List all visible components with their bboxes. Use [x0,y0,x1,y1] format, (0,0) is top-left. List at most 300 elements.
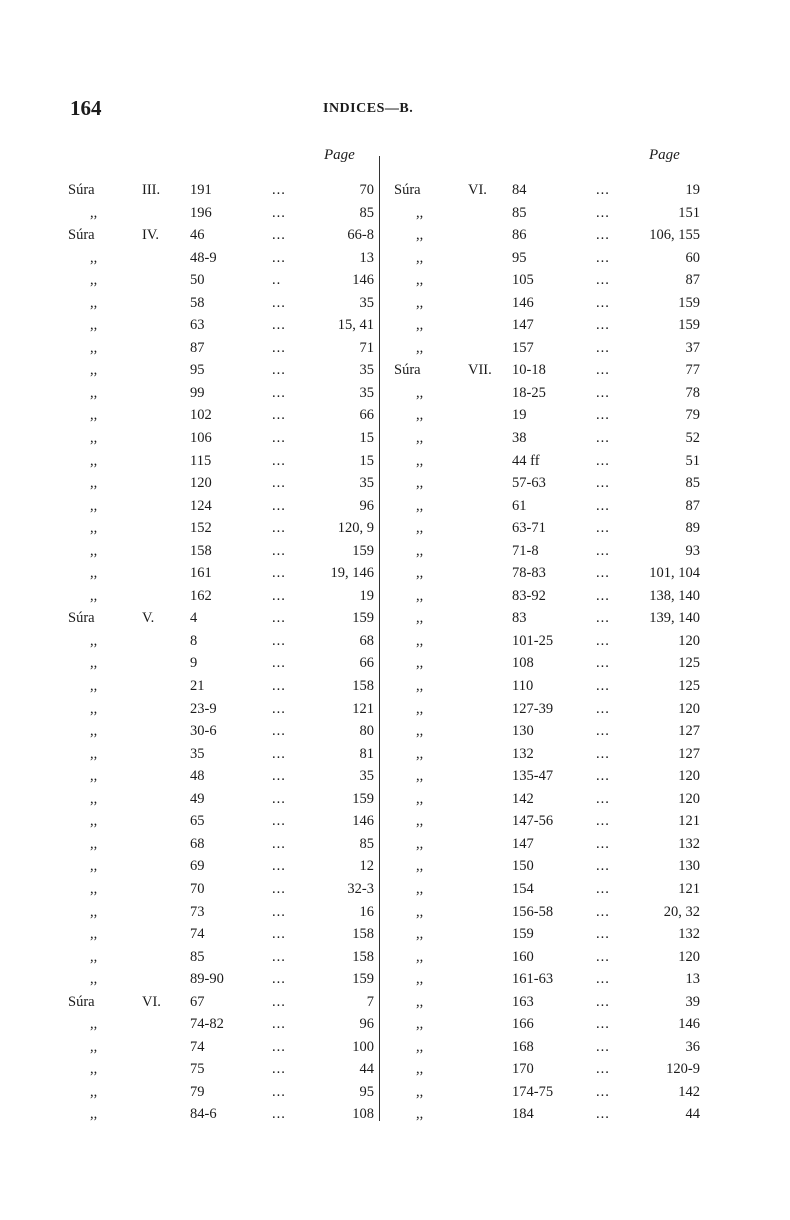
leader-dots: ... [272,903,286,920]
sura-label: Súra [68,610,95,627]
index-row [60,904,378,927]
page-ref: 66 [359,655,374,672]
sura-label: ,, [416,407,424,424]
page-ref: 37 [685,339,700,356]
verse-ref: 86 [512,227,527,244]
page-ref: 19, 146 [330,565,374,582]
sura-label: ,, [90,700,98,717]
sura-label: ,, [416,1038,424,1055]
leader-dots: ... [596,655,610,672]
page-ref: 87 [685,497,700,514]
sura-label: ,, [416,272,424,289]
verse-ref: 174-75 [512,1083,554,1100]
leader-dots: ... [596,339,610,356]
verse-ref: 95 [190,362,205,379]
verse-ref: 57-63 [512,475,546,492]
index-row [388,205,700,228]
page-ref: 121 [352,700,374,717]
index-row [388,475,700,498]
verse-ref: 95 [512,249,527,266]
leader-dots: .. [272,272,282,289]
sura-label: ,, [90,542,98,559]
index-row [388,904,700,927]
leader-dots: ... [596,678,610,695]
index-row [60,565,378,588]
verse-ref: 85 [190,948,205,965]
index-row [60,385,378,408]
leader-dots: ... [272,430,286,447]
leader-dots: ... [596,294,610,311]
page-ref: 158 [352,948,374,965]
index-row [388,1039,700,1062]
index-row [388,655,700,678]
page-ref: 15 [359,452,374,469]
leader-dots: ... [596,204,610,221]
leader-dots: ... [596,565,610,582]
verse-ref: 61 [512,497,527,514]
index-row [388,250,700,273]
leader-dots: ... [596,317,610,334]
index-row [60,746,378,769]
verse-ref: 162 [190,587,212,604]
leader-dots: ... [596,497,610,514]
index-row [60,498,378,521]
verse-ref: 71-8 [512,542,539,559]
index-row [60,971,378,994]
sura-label: ,, [90,768,98,785]
verse-ref: 65 [190,813,205,830]
sura-label: ,, [416,700,424,717]
index-row [388,227,700,250]
page-ref: 60 [685,249,700,266]
sura-label: ,, [416,723,424,740]
page-ref: 159 [352,610,374,627]
sura-label: ,, [90,813,98,830]
index-row [60,881,378,904]
verse-ref: 147-56 [512,813,554,830]
page-ref: 35 [359,768,374,785]
sura-label: ,, [90,1016,98,1033]
page-ref: 79 [685,407,700,424]
sura-label: ,, [416,294,424,311]
sura-number: VI. [142,993,161,1010]
verse-ref: 70 [190,880,205,897]
page-ref: 100 [352,1038,374,1055]
leader-dots: ... [272,249,286,266]
leader-dots: ... [596,768,610,785]
index-row [60,926,378,949]
index-row [60,633,378,656]
sura-label: Súra [394,362,421,379]
index-row [388,791,700,814]
verse-ref: 21 [190,678,205,695]
verse-ref: 132 [512,745,534,762]
leader-dots: ... [596,745,610,762]
verse-ref: 49 [190,790,205,807]
leader-dots: ... [272,339,286,356]
verse-ref: 73 [190,903,205,920]
sura-label: ,, [416,880,424,897]
page-ref: 51 [685,452,700,469]
sura-label: ,, [416,204,424,221]
page-ref: 35 [359,362,374,379]
page-ref: 159 [678,294,700,311]
page-ref: 120 [678,948,700,965]
verse-ref: 99 [190,384,205,401]
sura-label: ,, [416,1083,424,1100]
verse-ref: 19 [512,407,527,424]
leader-dots: ... [596,700,610,717]
page-ref: 130 [678,858,700,875]
page-ref: 85 [685,475,700,492]
leader-dots: ... [272,880,286,897]
sura-label: ,, [90,1083,98,1100]
leader-dots: ... [596,813,610,830]
sura-label: ,, [416,1016,424,1033]
index-row [388,565,700,588]
page-ref: 146 [352,813,374,830]
index-row [388,385,700,408]
verse-ref: 161 [190,565,212,582]
sura-label: ,, [90,1106,98,1123]
index-row [60,295,378,318]
index-row [60,610,378,633]
sura-label: ,, [416,565,424,582]
page-ref: 13 [359,249,374,266]
sura-label: ,, [416,227,424,244]
leader-dots: ... [272,768,286,785]
verse-ref: 158 [190,542,212,559]
page-ref: 20, 32 [663,903,700,920]
page-ref: 66 [359,407,374,424]
page-ref: 159 [352,542,374,559]
verse-ref: 38 [512,430,527,447]
leader-dots: ... [272,384,286,401]
page-ref: 16 [359,903,374,920]
sura-label: ,, [416,1106,424,1123]
verse-ref: 127-39 [512,700,554,717]
index-row [60,994,378,1017]
leader-dots: ... [272,858,286,875]
verse-ref: 101-25 [512,632,554,649]
page-ref: 96 [359,497,374,514]
sura-label: ,, [90,835,98,852]
page-ref: 44 [359,1061,374,1078]
index-row [388,1106,700,1129]
index-row [388,610,700,633]
sura-label: ,, [416,520,424,537]
verse-ref: 46 [190,227,205,244]
verse-ref: 23-9 [190,700,217,717]
verse-ref: 157 [512,339,534,356]
column-divider [379,156,380,1121]
leader-dots: ... [596,1083,610,1100]
verse-ref: 135-47 [512,768,554,785]
page-ref: 89 [685,520,700,537]
index-row [60,1016,378,1039]
sura-number: III. [142,182,161,198]
verse-ref: 102 [190,407,212,424]
sura-label: ,, [90,497,98,514]
sura-label: ,, [90,204,98,221]
verse-ref: 68 [190,835,205,852]
index-row [60,1039,378,1062]
leader-dots: ... [272,204,286,221]
page-ref: 71 [359,339,374,356]
page-ref: 19 [685,182,700,198]
page-ref: 146 [678,1016,700,1033]
verse-ref: 9 [190,655,198,672]
sura-label: ,, [416,317,424,334]
verse-ref: 115 [190,452,212,469]
page-ref: 125 [678,655,700,672]
index-row [60,723,378,746]
verse-ref: 10-18 [512,362,546,379]
verse-ref: 105 [512,272,534,289]
page-ref: 120-9 [666,1061,700,1078]
page-ref: 36 [685,1038,700,1055]
sura-label: ,, [90,407,98,424]
sura-label: ,, [416,1061,424,1078]
verse-ref: 161-63 [512,971,554,988]
leader-dots: ... [596,587,610,604]
running-head: INDICES—B. [323,101,414,116]
verse-ref: 48-9 [190,249,217,266]
leader-dots: ... [272,362,286,379]
verse-ref: 142 [512,790,534,807]
leader-dots: ... [272,294,286,311]
sura-number: V. [142,610,155,627]
index-row [60,362,378,385]
leader-dots: ... [596,790,610,807]
index-row [60,543,378,566]
sura-label: ,, [90,926,98,943]
leader-dots: ... [272,317,286,334]
page-ref: 139, 140 [649,610,700,627]
verse-ref: 74-82 [190,1016,224,1033]
verse-ref: 106 [190,430,212,447]
leader-dots: ... [596,903,610,920]
leader-dots: ... [272,475,286,492]
index-row [388,926,700,949]
leader-dots: ... [272,565,286,582]
index-row [60,1084,378,1107]
sura-label: ,, [90,948,98,965]
index-row [60,407,378,430]
page-ref: 108 [352,1106,374,1123]
index-row [60,475,378,498]
sura-label: Súra [68,182,95,198]
verse-ref: 58 [190,294,205,311]
page-ref: 70 [359,182,374,198]
verse-ref: 63 [190,317,205,334]
sura-label: ,, [416,813,424,830]
sura-label: ,, [416,993,424,1010]
sura-label: ,, [90,475,98,492]
sura-label: ,, [416,587,424,604]
page-ref: 121 [678,880,700,897]
page-ref: 120, 9 [337,520,374,537]
index-row [60,678,378,701]
sura-label: ,, [90,858,98,875]
page-ref: 80 [359,723,374,740]
page-ref: 44 [685,1106,700,1123]
leader-dots: ... [272,993,286,1010]
verse-ref: 156-58 [512,903,554,920]
sura-label: ,, [90,632,98,649]
page-ref: 101, 104 [649,565,700,582]
index-row [60,588,378,611]
verse-ref: 152 [190,520,212,537]
index-row [60,701,378,724]
page-ref: 12 [359,858,374,875]
page-ref: 95 [359,1083,374,1100]
verse-ref: 69 [190,858,205,875]
index-row [388,317,700,340]
verse-ref: 74 [190,1038,205,1055]
leader-dots: ... [596,407,610,424]
page-ref: 127 [678,745,700,762]
leader-dots: ... [596,520,610,537]
leader-dots: ... [596,993,610,1010]
sura-number: IV. [142,227,160,244]
sura-label: ,, [416,926,424,943]
leader-dots: ... [596,835,610,852]
verse-ref: 79 [190,1083,205,1100]
page-ref: 15, 41 [337,317,374,334]
page-ref: 132 [678,835,700,852]
index-row [60,813,378,836]
leader-dots: ... [596,926,610,943]
index-row [388,1016,700,1039]
leader-dots: ... [596,475,610,492]
page-ref: 159 [352,790,374,807]
index-row [388,881,700,904]
leader-dots: ... [272,407,286,424]
verse-ref: 83 [512,610,527,627]
index-row [388,453,700,476]
page-ref: 32-3 [347,880,374,897]
verse-ref: 184 [512,1106,534,1123]
leader-dots: ... [596,1106,610,1123]
leader-dots: ... [272,813,286,830]
leader-dots: ... [272,700,286,717]
sura-label: ,, [90,880,98,897]
index-row [388,858,700,881]
verse-ref: 120 [190,475,212,492]
sura-label: ,, [90,1061,98,1078]
index-row [60,182,378,205]
sura-label: ,, [416,475,424,492]
page-ref: 138, 140 [649,587,700,604]
leader-dots: ... [596,362,610,379]
verse-ref: 84 [512,182,527,198]
sura-label: ,, [416,745,424,762]
sura-label: ,, [90,384,98,401]
sura-label: ,, [90,520,98,537]
verse-ref: 44 ff [512,452,540,469]
verse-ref: 166 [512,1016,534,1033]
verse-ref: 85 [512,204,527,221]
index-column-right [388,182,700,1129]
sura-label: ,, [90,249,98,266]
leader-dots: ... [272,678,286,695]
sura-label: ,, [416,903,424,920]
leader-dots: ... [596,858,610,875]
verse-ref: 130 [512,723,534,740]
leader-dots: ... [272,497,286,514]
leader-dots: ... [272,971,286,988]
index-row [388,723,700,746]
page-ref: 158 [352,678,374,695]
page-ref: 68 [359,632,374,649]
index-row [388,768,700,791]
leader-dots: ... [272,227,286,244]
page-ref: 132 [678,926,700,943]
verse-ref: 147 [512,317,534,334]
index-row [388,362,700,385]
sura-label: ,, [90,655,98,672]
page-ref: 158 [352,926,374,943]
sura-label: ,, [416,835,424,852]
sura-label: Súra [68,993,95,1010]
sura-label: ,, [416,249,424,266]
verse-ref: 124 [190,497,212,514]
sura-label: ,, [90,565,98,582]
verse-ref: 146 [512,294,534,311]
leader-dots: ... [272,723,286,740]
leader-dots: ... [596,632,610,649]
index-row [388,994,700,1017]
index-row [60,453,378,476]
leader-dots: ... [596,1061,610,1078]
index-row [388,182,700,205]
leader-dots: ... [596,452,610,469]
sura-label: ,, [90,971,98,988]
sura-label: ,, [416,971,424,988]
sura-label: ,, [90,294,98,311]
page-ref: 15 [359,430,374,447]
leader-dots: ... [272,632,286,649]
sura-label: ,, [90,339,98,356]
leader-dots: ... [596,249,610,266]
page-ref: 151 [678,204,700,221]
verse-ref: 150 [512,858,534,875]
leader-dots: ... [272,452,286,469]
verse-ref: 8 [190,632,198,649]
sura-number: VI. [468,182,487,198]
index-column-left [60,182,378,1129]
index-row [60,520,378,543]
index-row [60,791,378,814]
index-row [388,272,700,295]
page-ref: 159 [678,317,700,334]
page-ref: 125 [678,678,700,695]
leader-dots: ... [272,1083,286,1100]
leader-dots: ... [272,948,286,965]
verse-ref: 147 [512,835,534,852]
verse-ref: 160 [512,948,534,965]
verse-ref: 159 [512,926,534,943]
sura-number: VII. [468,362,492,379]
leader-dots: ... [596,227,610,244]
sura-label: ,, [90,1038,98,1055]
sura-label: ,, [416,858,424,875]
verse-ref: 48 [190,768,205,785]
sura-label: ,, [416,430,424,447]
page-ref: 146 [352,272,374,289]
index-row [60,1106,378,1129]
